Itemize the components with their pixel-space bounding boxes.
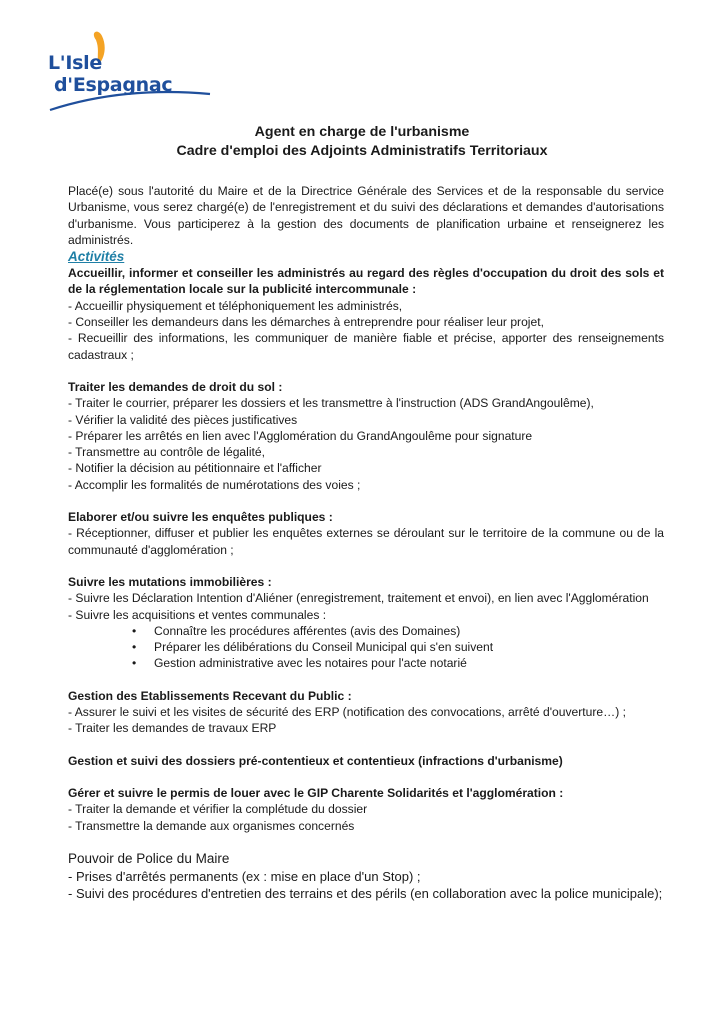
section-6-heading: Gestion et suivi des dossiers pré-contentieux et contentieux (infractions d'urbanisme): [68, 753, 563, 768]
section-5-heading: Gestion des Etablissements Recevant du Public :: [68, 688, 352, 703]
section-1-heading: Accueillir, informer et conseiller les administrés au regard des règles d'occupation du droit des sols et de la réglementation locale sur la publicité intercommunale :: [68, 266, 664, 297]
section-7-heading: Gérer et suivre le permis de louer avec le GIP Charente Solidarités et l'agglomération :: [68, 785, 564, 800]
section-8-heading: Pouvoir de Police du Maire: [68, 850, 230, 866]
section-4-item: - Suivre les Déclaration Intention d'Aliéner (enregistrement, traitement et envoi), en lien avec l'Agglomération: [68, 591, 649, 606]
section-2-item: - Accomplir les formalités de numérotations des voies ;: [68, 477, 361, 492]
section-2-item: - Traiter le courrier, préparer les dossiers et les transmettre à l'instruction (ADS GrandAngoulême),: [68, 396, 594, 411]
section-8-item: - Suivi des procédures d'entretien des terrains et des périls (en collaboration avec la police municipale);: [68, 885, 663, 901]
document-body: [68, 183, 664, 902]
section-2-item: - Préparer les arrêtés en lien avec l'Agglomération du GrandAngoulême pour signature: [68, 428, 533, 443]
section-7-item: - Transmettre la demande aux organismes concernés: [68, 818, 355, 833]
section-8-item: - Prises d'arrêtés permanents (ex : mise en place d'un Stop) ;: [68, 868, 421, 884]
section-3-item: - Réceptionner, diffuser et publier les enquêtes externes se déroulant sur le territoire de la commune ou de la communauté d'agglomération ;: [68, 526, 664, 557]
section-2-item: - Vérifier la validité des pièces justificatives: [68, 412, 298, 427]
job-subtitle: Cadre d'emploi des Adjoints Administratifs Territoriaux: [176, 143, 548, 159]
job-title: Agent en charge de l'urbanisme: [254, 124, 470, 140]
section-5-item: - Traiter les demandes de travaux ERP: [68, 721, 277, 736]
logo: [44, 30, 214, 116]
section-2-item: - Transmettre au contrôle de légalité,: [68, 445, 265, 460]
section-4-bullet: • Gestion administrative avec les notaires pour l'acte notarié: [68, 655, 664, 671]
section-4-bullet: • Connaître les procédures afférentes (avis des Domaines): [68, 623, 664, 639]
logo-line-2: d'Espagnac: [54, 74, 173, 96]
intro-paragraph: Placé(e) sous l'autorité du Maire et de la Directrice Générale des Services et de la responsable du service Urbanisme, vous serez chargé(e) de l'enregistrement et du suivi des déclarations et demandes d'autorisations d'urbanisme. Vous participerez à la gestion des documents de planification urbaine et renseignerez les administrés.: [68, 184, 664, 247]
section-2-heading: Traiter les demandes de droit du sol :: [68, 379, 283, 394]
section-3-heading: Elaborer et/ou suivre les enquêtes publiques :: [68, 510, 333, 525]
activites-heading: Activités: [68, 249, 125, 265]
logo-line-1: L'Isle: [48, 52, 102, 74]
section-1-item: - Recueillir des informations, les communiquer de manière fiable et précise, apporter des renseignements cadastraux ;: [68, 331, 664, 362]
section-7-item: - Traiter la demande et vérifier la complétude du dossier: [68, 802, 368, 817]
section-4-item: - Suivre les acquisitions et ventes communales :: [68, 607, 327, 622]
section-4-bullet: • Préparer les délibérations du Conseil Municipal qui s'en suivent: [68, 639, 664, 655]
section-1-item: - Conseiller les demandeurs dans les démarches à entreprendre pour réaliser leur projet,: [68, 315, 544, 330]
section-1-item: - Accueillir physiquement et téléphoniquement les administrés,: [68, 298, 403, 313]
section-2-item: - Notifier la décision au pétitionnaire et l'afficher: [68, 461, 322, 476]
section-5-item: - Assurer le suivi et les visites de sécurité des ERP (notification des convocations, arrêté d'ouverture…) ;: [68, 705, 626, 720]
section-4-heading: Suivre les mutations immobilières :: [68, 574, 272, 589]
